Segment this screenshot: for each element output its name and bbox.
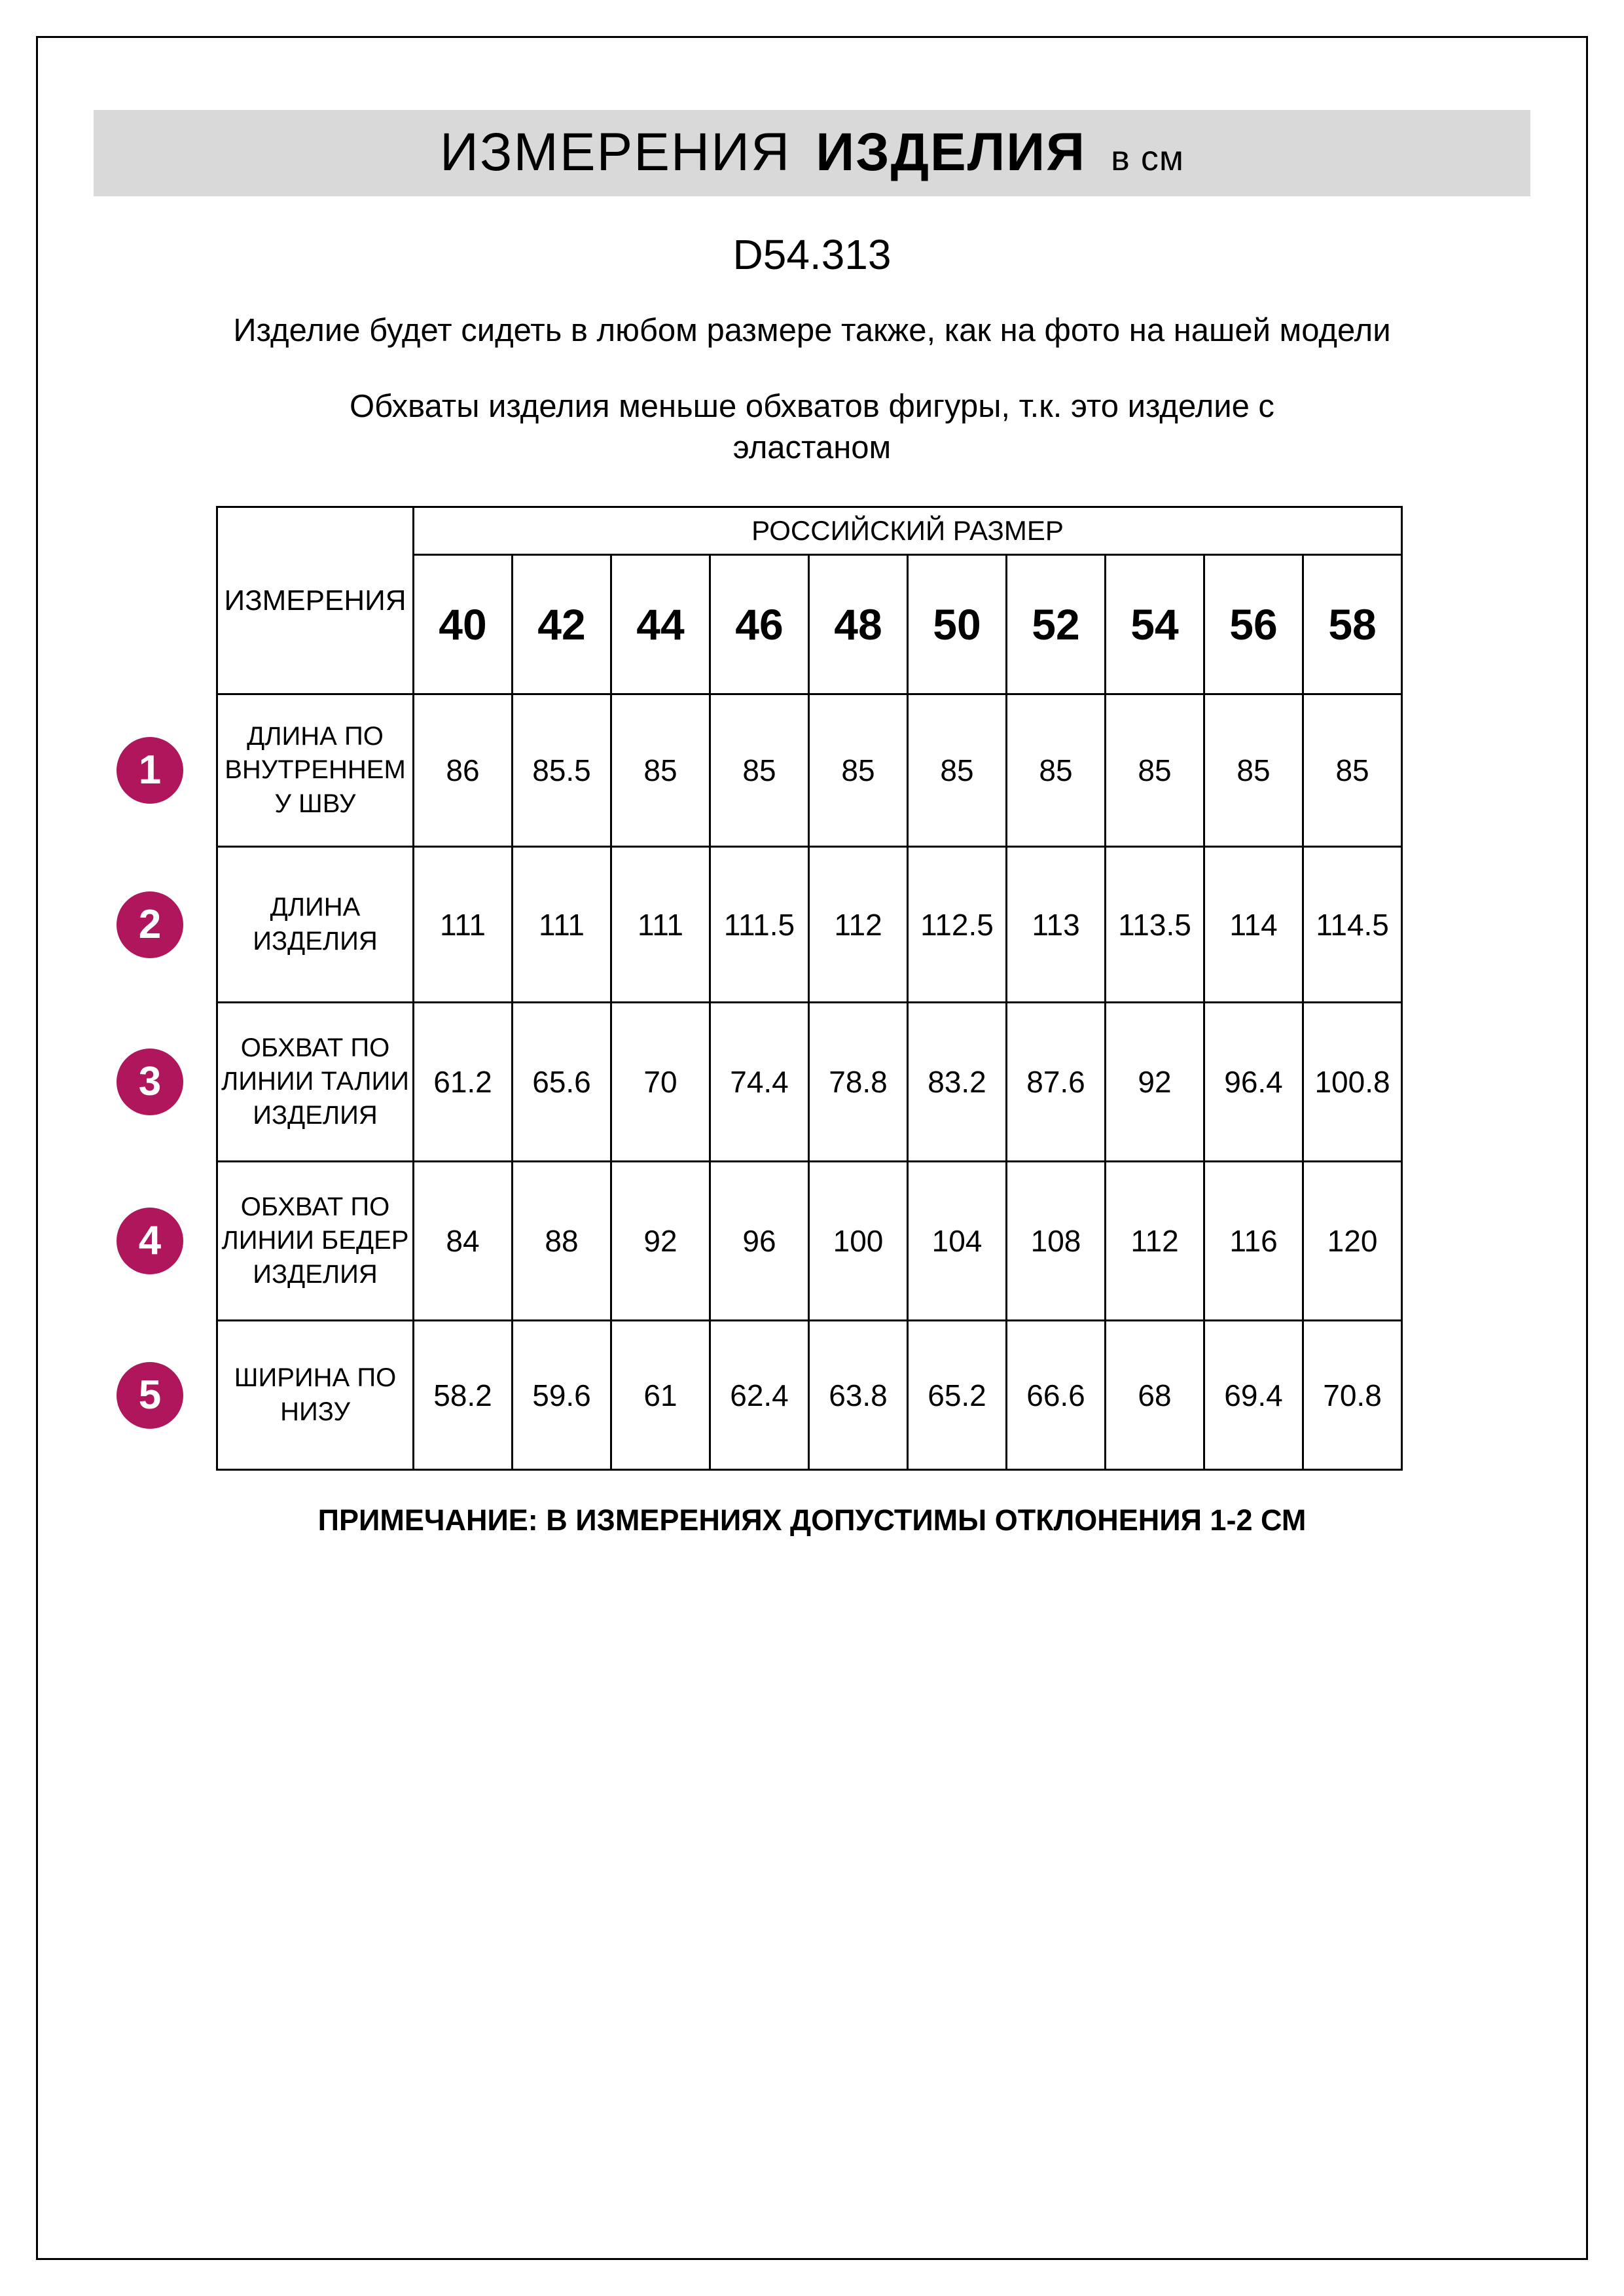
row-number-badge	[117, 891, 183, 958]
intro-paragraph-elastane: Обхваты изделия меньше обхватов фигуры, т.к. это изделие с эластаном	[350, 388, 1274, 466]
value-cell: 85	[1303, 694, 1402, 847]
measurement-label: ДЛИНА ИЗДЕЛИЯ	[253, 893, 378, 956]
table-row-hem-width	[217, 1321, 1402, 1470]
value-cell: 85	[809, 694, 908, 847]
measurement-label: ШИРИНА ПО НИЗУ	[234, 1363, 397, 1426]
value-cell: 108	[1007, 1162, 1106, 1321]
size-header-cell: 50	[908, 555, 1007, 694]
value-cell: 74.4	[710, 1003, 809, 1162]
value-cell: 70.8	[1303, 1321, 1402, 1470]
value-cell: 100.8	[1303, 1003, 1402, 1162]
value-cell: 65.6	[513, 1003, 611, 1162]
value-cell: 85	[1204, 694, 1303, 847]
value-cell: 85.5	[513, 694, 611, 847]
row-number: 3	[138, 1059, 162, 1105]
value-cell: 87.6	[1007, 1003, 1106, 1162]
value-cell: 61.2	[414, 1003, 513, 1162]
row-number: 5	[138, 1372, 162, 1418]
size-header-cell: 46	[710, 555, 809, 694]
tolerance-note: ПРИМЕЧАНИЕ: В ИЗМЕРЕНИЯХ ДОПУСТИМЫ ОТКЛОНЕНИЯ 1-2 СМ	[317, 1503, 1307, 1537]
row-number: 4	[138, 1218, 162, 1264]
value-cell: 61	[611, 1321, 710, 1470]
size-header-cell: 52	[1007, 555, 1106, 694]
value-cell: 92	[611, 1162, 710, 1321]
measurement-label-cell	[138, 847, 414, 1003]
value-cell: 83.2	[908, 1003, 1007, 1162]
table-row-hip-girth	[217, 1162, 1402, 1321]
product-code: D54.313	[732, 231, 892, 278]
value-cell: 114	[1204, 847, 1303, 1003]
value-cell: 111.5	[710, 847, 809, 1003]
value-cell: 78.8	[809, 1003, 908, 1162]
measurement-label: ОБХВАТ ПО ЛИНИИ ТАЛИИ ИЗДЕЛИЯ	[221, 1033, 409, 1130]
value-cell: 58.2	[414, 1321, 513, 1470]
row-number: 2	[138, 901, 162, 947]
value-cell: 112.5	[908, 847, 1007, 1003]
value-cell: 113.5	[1106, 847, 1204, 1003]
value-cell: 111	[414, 847, 513, 1003]
value-cell: 63.8	[809, 1321, 908, 1470]
title-bar	[94, 110, 1530, 196]
measurement-label-cell	[138, 694, 414, 847]
measurements-table-wrap	[138, 506, 1402, 1471]
value-cell: 113	[1007, 847, 1106, 1003]
value-cell: 104	[908, 1162, 1007, 1321]
measurement-label-cell	[138, 1003, 414, 1162]
value-cell: 84	[414, 1162, 513, 1321]
group-header-row	[217, 507, 1402, 555]
page-title-word1: ИЗМЕРЕНИЯ	[440, 122, 791, 182]
row-number: 1	[138, 747, 162, 793]
value-cell: 86	[414, 694, 513, 847]
value-cell: 85	[1106, 694, 1204, 847]
measurement-label-cell	[138, 1321, 414, 1470]
size-header-cell: 44	[611, 555, 710, 694]
value-cell: 85	[1007, 694, 1106, 847]
value-cell: 92	[1106, 1003, 1204, 1162]
row-number-badge	[117, 1208, 183, 1274]
value-cell: 88	[513, 1162, 611, 1321]
measurements-table	[138, 506, 1403, 1471]
value-cell: 111	[611, 847, 710, 1003]
size-header-cell: 56	[1204, 555, 1303, 694]
size-header-cell: 58	[1303, 555, 1402, 694]
size-header-cell: 40	[414, 555, 513, 694]
value-cell: 100	[809, 1162, 908, 1321]
value-cell: 59.6	[513, 1321, 611, 1470]
value-cell: 112	[1106, 1162, 1204, 1321]
table-row-inseam-length	[217, 694, 1402, 847]
value-cell: 68	[1106, 1321, 1204, 1470]
row-number-badge	[117, 1049, 183, 1115]
size-header-cell: 42	[513, 555, 611, 694]
measurement-label: ОБХВАТ ПО ЛИНИИ БЕДЕР ИЗДЕЛИЯ	[221, 1193, 409, 1289]
value-cell: 65.2	[908, 1321, 1007, 1470]
value-cell: 66.6	[1007, 1321, 1106, 1470]
row-number-badge	[117, 1362, 183, 1429]
size-header-cell: 48	[809, 555, 908, 694]
measurement-label: ДЛИНА ПО ВНУТРЕННЕМУ ШВУ	[225, 722, 406, 818]
value-cell: 85	[908, 694, 1007, 847]
value-cell: 85	[611, 694, 710, 847]
page-border-frame	[36, 36, 1588, 2260]
measurement-label-cell	[138, 1162, 414, 1321]
value-cell: 114.5	[1303, 847, 1402, 1003]
page-title-unit: в см	[1111, 139, 1184, 178]
value-cell: 62.4	[710, 1321, 809, 1470]
size-header-cell: 54	[1106, 555, 1204, 694]
page-title-word2: ИЗДЕЛИЯ	[816, 122, 1087, 182]
table-row-waist-girth	[217, 1003, 1402, 1162]
value-cell: 85	[710, 694, 809, 847]
measure-column-header: ИЗМЕРЕНИЯ	[217, 507, 414, 694]
intro-paragraph-fit: Изделие будет сидеть в любом размере также, как на фото на нашей модели	[233, 313, 1391, 348]
value-cell: 70	[611, 1003, 710, 1162]
value-cell: 120	[1303, 1162, 1402, 1321]
value-cell: 111	[513, 847, 611, 1003]
value-cell: 96.4	[1204, 1003, 1303, 1162]
value-cell: 112	[809, 847, 908, 1003]
table-row-item-length	[217, 847, 1402, 1003]
value-cell: 96	[710, 1162, 809, 1321]
row-number-badge	[117, 737, 183, 804]
value-cell: 69.4	[1204, 1321, 1303, 1470]
russian-size-header: РОССИЙСКИЙ РАЗМЕР	[414, 507, 1402, 555]
value-cell: 116	[1204, 1162, 1303, 1321]
